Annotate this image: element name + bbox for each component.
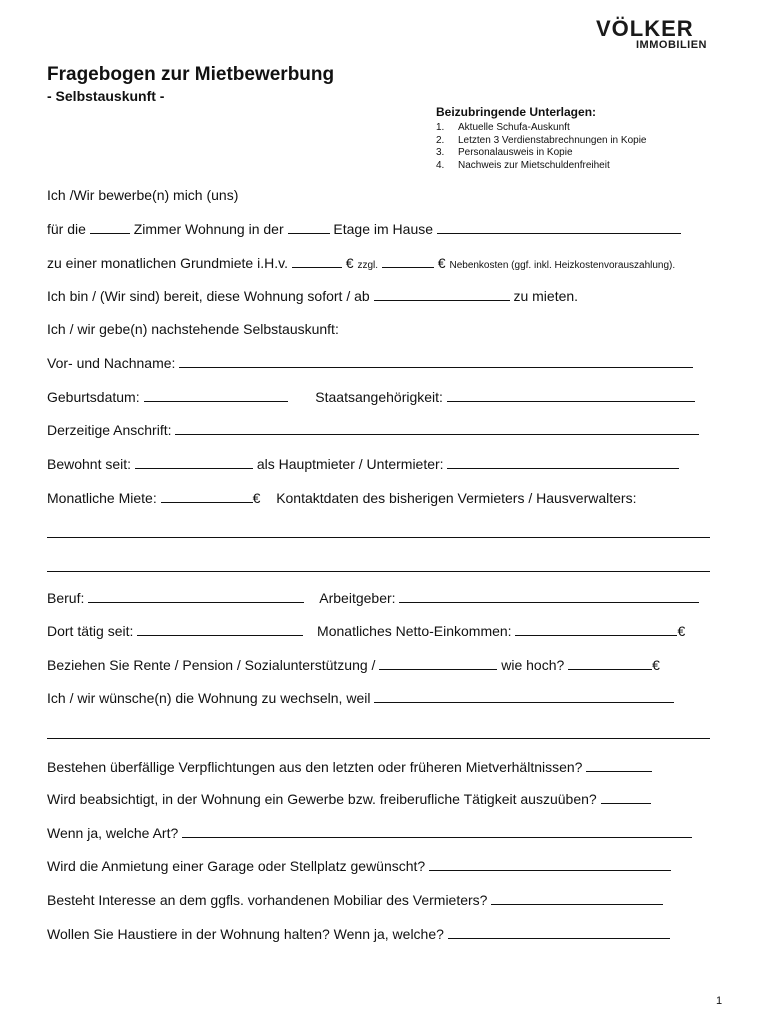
address-line: Derzeitige Anschrift: [47, 422, 699, 438]
occupation-field[interactable] [88, 590, 304, 603]
garage-answer-field[interactable] [429, 858, 671, 871]
reason-line: Ich / wir wünsche(n) die Wohnung zu wechseln, weil [47, 690, 674, 706]
question-debts: Bestehen überfällige Verpflichtungen aus den letzten oder früheren Mietverhältnissen? [47, 759, 652, 775]
extra-costs-field[interactable] [382, 255, 434, 268]
logo-subtitle: IMMOBILIEN [636, 39, 707, 51]
move-in-line: Ich bin / (Wir sind) bereit, diese Wohnung sofort / ab zu mieten. [47, 288, 579, 304]
question-garage: Wird die Anmietung einer Garage oder Stellplatz gewünscht? [47, 858, 671, 874]
required-documents-heading: Beizubringende Unterlagen: [436, 105, 597, 119]
company-logo [596, 16, 736, 52]
self-disclosure-line: Ich / wir gebe(n) nachstehende Selbstauskunft: [47, 321, 339, 337]
employed-since-field[interactable] [137, 623, 303, 636]
tenant-type-field[interactable] [447, 456, 679, 469]
job-line: Beruf: Arbeitgeber: [47, 590, 699, 606]
rent-line: zu einer monatlichen Grundmiete i.H.v. € zzgl. € Nebenkosten (ggf. inkl. Heizkostenvorauszahlung). [47, 255, 676, 271]
rooms-field[interactable] [90, 221, 130, 234]
pension-line: Beziehen Sie Rente / Pension / Sozialunterstützung / wie hoch? € [47, 657, 660, 673]
pets-answer-field[interactable] [448, 926, 670, 939]
list-item: 3. Personalausweis in Kopie [436, 147, 573, 158]
employer-field[interactable] [399, 590, 699, 603]
business-type-field[interactable] [182, 825, 692, 838]
nationality-field[interactable] [447, 389, 695, 402]
birthdate-field[interactable] [144, 389, 288, 402]
base-rent-field[interactable] [292, 255, 342, 268]
landlord-contact-field-2[interactable] [47, 571, 710, 572]
residence-line: Bewohnt seit: als Hauptmieter / Untermieter: [47, 456, 679, 472]
list-item: 2. Letzten 3 Verdienstabrechnungen in Kopie [436, 134, 647, 146]
birth-line: Geburtsdatum: Staatsangehörigkeit: [47, 389, 695, 405]
question-furniture: Besteht Interesse an dem ggfls. vorhandenen Mobiliar des Vermieters? [47, 892, 663, 908]
debts-answer-field[interactable] [586, 759, 652, 772]
page-subtitle: - Selbstauskunft - [47, 88, 165, 104]
required-documents [436, 105, 646, 172]
name-line: Vor- und Nachname: [47, 355, 693, 371]
reason-field[interactable] [374, 690, 674, 703]
question-pets: Wollen Sie Haustiere in der Wohnung halten? Wenn ja, welche? [47, 926, 670, 942]
address-field[interactable] [175, 422, 699, 435]
pension-amount-field[interactable] [568, 657, 652, 670]
question-business-type: Wenn ja, welche Art? [47, 825, 692, 841]
landlord-contact-field-1[interactable] [47, 537, 710, 538]
logo-name: VÖLKER [596, 16, 694, 41]
current-rent-line: Monatliche Miete: € Kontaktdaten des bisherigen Vermieters / Hausverwalters: [47, 490, 637, 506]
reason-field-2[interactable] [47, 738, 710, 739]
list-item: 4. Nachweis zur Mietschuldenfreiheit [436, 159, 610, 171]
page-title: Fragebogen zur Mietbewerbung [47, 64, 335, 85]
name-field[interactable] [179, 355, 693, 368]
room-line: für die Zimmer Wohnung in der Etage im Hause [47, 221, 681, 237]
business-answer-field[interactable] [601, 791, 651, 804]
employment-line: Dort tätig seit: Monatliches Netto-Einkommen: € [47, 623, 686, 639]
intro-line: Ich /Wir bewerbe(n) mich (uns) [47, 187, 239, 203]
pension-type-field[interactable] [379, 657, 497, 670]
resident-since-field[interactable] [135, 456, 253, 469]
list-item: 1. Aktuelle Schufa-Auskunft [436, 122, 570, 133]
move-in-date-field[interactable] [374, 288, 510, 301]
page-number: 1 [716, 995, 723, 1007]
net-income-field[interactable] [515, 623, 677, 636]
question-business: Wird beabsichtigt, in der Wohnung ein Gewerbe bzw. freiberufliche Tätigkeit auszuüben? [47, 791, 651, 807]
house-field[interactable] [437, 221, 681, 234]
floor-field[interactable] [288, 221, 330, 234]
current-rent-field[interactable] [161, 490, 253, 503]
furniture-answer-field[interactable] [491, 892, 663, 905]
